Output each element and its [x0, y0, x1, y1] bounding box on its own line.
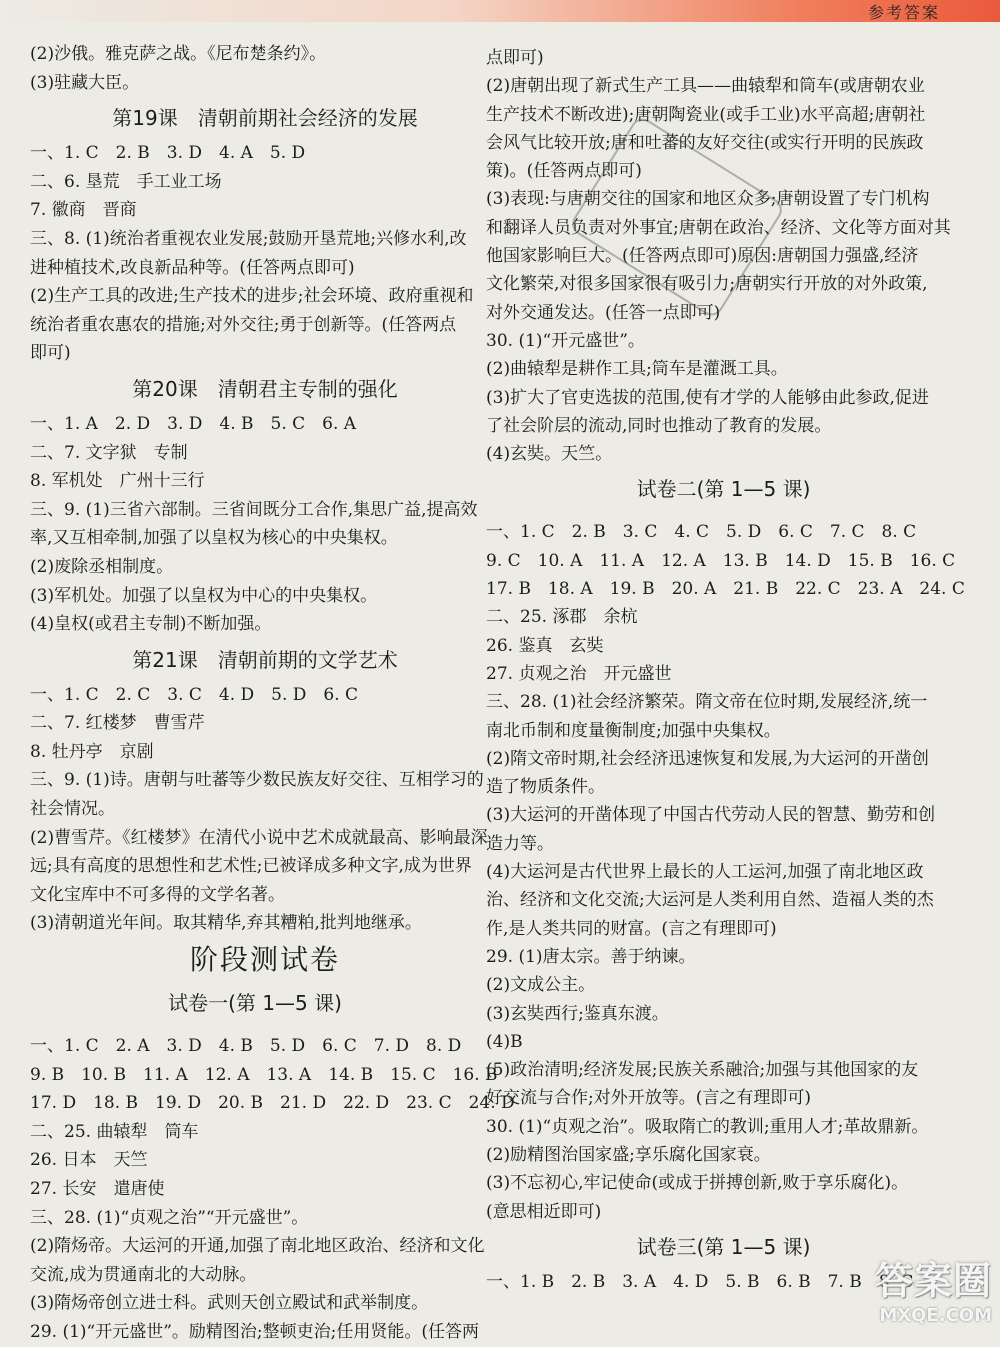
- text-line: 8. 军机处 广州十三行: [30, 471, 205, 492]
- text-line: 17. B 18. A 19. B 20. A 21. B 22. C 23. A 24. C: [486, 579, 965, 600]
- text-line: 了社会阶层的流动,同时也推动了教育的发展。: [486, 415, 832, 436]
- text-line: 三、8. (1)统治者重视农业发展;鼓励开垦荒地;兴修水利,改: [30, 228, 467, 249]
- text-line: 26. 鉴真 玄奘: [486, 635, 604, 656]
- text-line: 好交流与合作;对外开放等。(言之有理即可): [486, 1088, 811, 1109]
- text-line: 造了物质条件。: [486, 777, 605, 798]
- text-line: (3)大运河的开凿体现了中国古代劳动人民的智慧、勤劳和创: [486, 805, 936, 826]
- lesson-21-title: 第21课 清朝前期的文学艺术: [132, 647, 398, 672]
- text-line: (4)玄奘。天竺。: [486, 444, 613, 465]
- text-line: 三、9. (1)诗。唐朝与吐蕃等少数民族友好交往、互相学习的: [30, 770, 484, 791]
- text-line: (2)曲辕犁是耕作工具;筒车是灌溉工具。: [486, 359, 788, 380]
- text-line: 策)。(任答两点即可): [486, 161, 642, 182]
- text-line: 一、1. C 2. B 3. C 4. C 5. D 6. C 7. C 8. C: [486, 522, 917, 543]
- lesson-20-title: 第20课 清朝君主专制的强化: [132, 376, 398, 401]
- text-line: 和翻译人员负责对外事宜;唐朝在政治、经济、文化等方面对其: [486, 217, 951, 238]
- text-line: 统治者重农惠农的措施;对外交往;勇于创新等。(任答两点: [30, 314, 457, 335]
- paper-1-title: 试卷一(第 1—5 课): [168, 991, 342, 1016]
- text-line: (2)隋文帝时期,社会经济迅速恢复和发展,为大运河的开凿创: [486, 748, 929, 769]
- text-line: 7. 徽商 晋商: [30, 200, 137, 221]
- text-line: 南北币制和度量衡制度;加强中央集权。: [486, 720, 781, 741]
- text-line: 点即可): [486, 48, 544, 68]
- text-line: 9. B 10. B 11. A 12. A 13. A 14. B 15. C 16. B: [30, 1064, 498, 1085]
- text-line: 27. 长安 遣唐使: [30, 1179, 165, 1199]
- text-line: 一、1. C 2. B 3. D 4. A 5. D: [30, 143, 306, 164]
- text-line: (3)清朝道光年间。取其精华,弃其糟粕,批判地继承。: [30, 913, 422, 934]
- text-line: 30. (1)“贞观之治”。吸取隋亡的教训;重用人才;革故鼎新。: [486, 1116, 929, 1137]
- site-url: MXQE.COM: [879, 1305, 992, 1326]
- right-intro: [486, 44, 961, 468]
- stage-test-title: 阶段测试卷: [189, 943, 340, 977]
- text-line: (4)大运河是古代世界上最长的人工运河,加强了南北地区政: [486, 862, 924, 883]
- right-column: [486, 44, 965, 1296]
- text-line: 远;具有高度的思想性和艺术性;已被译成多种文字,成为世界: [30, 856, 472, 877]
- text-line: (5)政治清明;经济发展;民族关系融洽;加强与其他国家的友: [486, 1060, 919, 1081]
- lesson-21-answers: [30, 681, 488, 938]
- text-line: 他国家影响巨大。(任答两点即可)原因:唐朝国力强盛,经济: [486, 246, 919, 267]
- text-line: 17. D 18. B 19. D 20. B 21. D 22. D 23. C 24. D: [30, 1093, 515, 1114]
- text-line: 交流,成为贯通南北的大动脉。: [30, 1264, 257, 1285]
- paper-3-title: 试卷三(第 1—5 课): [636, 1234, 811, 1259]
- text-line: (3)不忘初心,牢记使命(或成于拼搏创新,败于享乐腐化)。: [486, 1173, 909, 1194]
- lesson-20-answers: [30, 410, 480, 639]
- header-label: 参考答案: [867, 3, 940, 22]
- text-line: 29. (1)唐太宗。善于纳谏。: [486, 946, 696, 967]
- text-line: 三、9. (1)三省六部制。三省间既分工合作,集思广益,提高效: [30, 499, 478, 520]
- text-line: 8. 牡丹亭 京剧: [30, 741, 154, 762]
- text-line: 会风气比较开放;唐和吐蕃的友好交往(或实行开明的民族政: [486, 132, 924, 153]
- text-line: 文化宝库中不可多得的文学名著。: [30, 884, 285, 905]
- left-column: [30, 40, 515, 1347]
- text-line: 即可): [30, 343, 71, 364]
- text-line: (4)皇权(或君主专制)不断加强。: [30, 614, 272, 635]
- text-line: 三、28. (1)“贞观之治”“开元盛世”。: [30, 1207, 309, 1228]
- text-line: 29. (1)“开元盛世”。励精图治;整顿吏治;任用贤能。(任答两: [30, 1321, 479, 1342]
- text-line: 二、6. 垦荒 手工业工场: [30, 171, 222, 192]
- text-line: (3)隋炀帝创立进士科。武则天创立殿试和武举制度。: [30, 1293, 429, 1314]
- text-line: (2)曹雪芹。《红楼梦》在清代小说中艺术成就最高、影响最深: [30, 827, 488, 848]
- text-line: (2)唐朝出现了新式生产工具——曲辕犁和筒车(或唐朝农业: [486, 76, 925, 97]
- text-line: 27. 贞观之治 开元盛世: [486, 663, 672, 684]
- left-intro: [30, 40, 480, 97]
- text-line: 文化繁荣,对很多国家很有吸引力;唐朝实行开放的对外政策,: [486, 274, 928, 295]
- text-line: 生产技术不断改进);唐朝陶瓷业(或手工业)水平高超;唐朝社: [486, 104, 926, 125]
- site-logo: 答案圈: [874, 1259, 992, 1303]
- text-line: (4)B: [486, 1031, 523, 1052]
- text-line: 二、7. 红楼梦 曹雪芹: [30, 713, 205, 734]
- text-line: 造力等。: [486, 833, 554, 854]
- text-line: (2)文成公主。: [486, 975, 596, 996]
- text-line: (2)废除丞相制度。: [30, 556, 174, 577]
- text-line: 一、1. C 2. C 3. C 4. D 5. D 6. C: [30, 684, 359, 705]
- text-line: (3)表现:与唐朝交往的国家和地区众多;唐朝设置了专门机构: [486, 189, 930, 210]
- text-line: 作,是人类共同的财富。(言之有理即可): [486, 918, 777, 939]
- text-line: 社会情况。: [30, 799, 115, 820]
- paper-2-title: 试卷二(第 1—5 课): [636, 477, 811, 502]
- text-line: 二、7. 文字狱 专制: [30, 442, 188, 463]
- text-line: 三、28. (1)社会经济繁荣。隋文帝在位时期,发展经济,统一: [486, 692, 928, 713]
- text-line: 26. 日本 天竺: [30, 1150, 148, 1171]
- text-line: (2)励精图治国家盛;享乐腐化国家衰。: [486, 1144, 771, 1165]
- text-line: (2)生产工具的改进;生产技术的进步;社会环境、政府重视和: [30, 286, 474, 307]
- text-line: 治、经济和文化交流;大运河是人类利用自然、造福人类的杰: [486, 890, 934, 911]
- text-line: (3)驻藏大臣。: [30, 72, 140, 93]
- text-line: 一、1. A 2. D 3. D 4. B 5. C 6. A: [30, 413, 357, 434]
- text-line: 对外交通发达。(任答一点即可): [486, 302, 721, 323]
- text-line: (2)隋炀帝。大运河的开通,加强了南北地区政治、经济和文化: [30, 1236, 485, 1257]
- text-line: (意思相近即可): [486, 1201, 602, 1222]
- text-line: (2)沙俄。雅克萨之战。《尼布楚条约》。: [30, 44, 327, 64]
- text-line: (3)军机处。加强了以皇权为中心的中央集权。: [30, 585, 378, 606]
- text-line: (3)玄奘西行;鉴真东渡。: [486, 1003, 669, 1024]
- text-line: 二、25. 曲辕犁 筒车: [30, 1121, 199, 1142]
- text-line: (3)扩大了官吏选拔的范围,使有才学的人能够由此参政,促进: [486, 387, 929, 408]
- text-line: 一、1. B 2. B 3. A 4. D 5. B 6. B 7. B 8. C: [486, 1271, 914, 1292]
- text-line: 进种植技术,改良新品种等。(任答两点即可): [30, 257, 355, 278]
- lesson-19-answers: [30, 139, 480, 368]
- lesson-19-title: 第19课 清朝前期社会经济的发展: [112, 106, 418, 131]
- text-line: 二、25. 涿郡 余杭: [486, 607, 638, 628]
- text-line: 率,又互相牵制,加强了以皇权为核心的中央集权。: [30, 528, 398, 549]
- header-band: [0, 0, 1000, 22]
- text-line: 一、1. C 2. A 3. D 4. B 5. D 6. C 7. D 8. D: [30, 1036, 462, 1057]
- text-line: 9. C 10. A 11. A 12. A 13. B 14. D 15. B 16. C: [486, 550, 956, 571]
- text-line: 30. (1)“开元盛世”。: [486, 330, 645, 351]
- paper-1-answers: [30, 1032, 515, 1347]
- paper-2-answers: [486, 518, 965, 1225]
